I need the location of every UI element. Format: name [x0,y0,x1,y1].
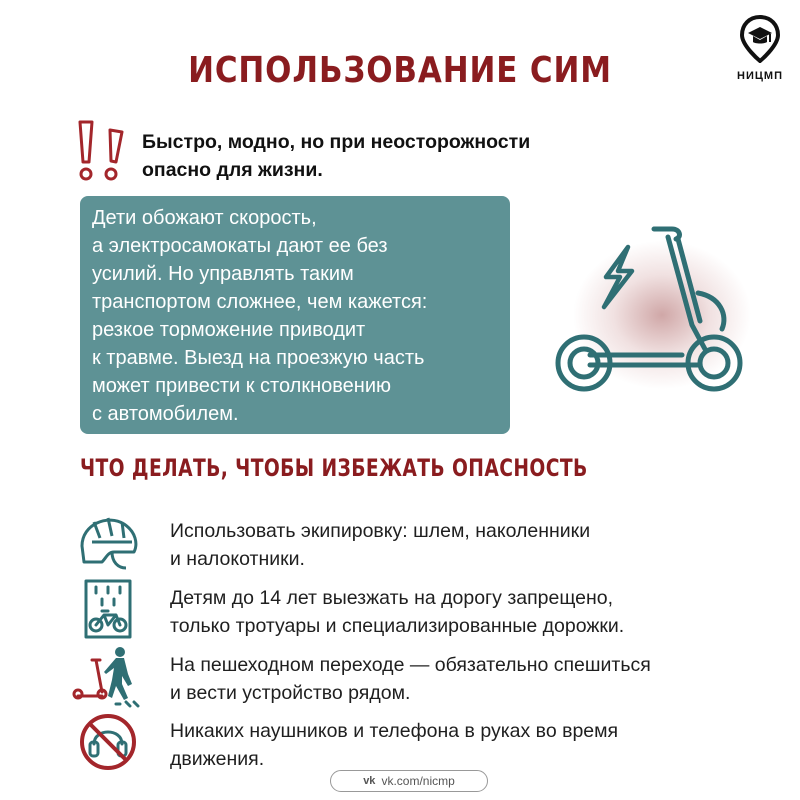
vk-icon: vk [363,775,376,787]
info-line: с автомобилем. [92,403,239,425]
electric-scooter-icon [550,215,750,395]
tip-line: Детям до 14 лет выезжать на дорогу запрещено, [170,587,614,609]
warning-text [142,128,662,184]
section-heading: ЧТО ДЕЛАТЬ, ЧТОБЫ ИЗБЕЖАТЬ ОПАСНОСТЬ [80,454,588,482]
helmet-icon [72,510,144,574]
info-line: к травме. Выезд на проезжую часть [92,347,425,369]
location-pin-icon [739,15,781,63]
tip-helmet [170,517,770,573]
info-line: Дети обожают скорость, [92,207,317,229]
bike-lane-icon [72,577,144,641]
warning-line-1: Быстро, модно, но при неосторожности [142,131,531,153]
warning-line-2: опасно для жизни. [142,159,323,181]
no-headphones-icon [72,710,144,774]
tip-no-headphones [170,717,770,773]
warning-exclamation-icon [74,118,128,186]
vk-link-text[interactable]: vk.com/nicmp [381,774,455,788]
tip-line: только тротуары и специализированные дорожки. [170,615,625,637]
tip-line: движения. [170,748,265,770]
tip-line: Никаких наушников и телефона в руках во время [170,720,619,742]
tip-pedestrian-crossing [170,651,770,707]
info-line: резкое торможение приводит [92,319,366,341]
tip-line: На пешеходном переходе — обязательно спешиться [170,654,651,676]
tip-line: Использовать экипировку: шлем, наколенники [170,520,591,542]
page-title: ИСПОЛЬЗОВАНИЕ СИМ [188,50,612,91]
info-text [92,204,512,428]
tip-bike-lane [170,584,770,640]
nicmp-logo [730,15,790,85]
logo-text: НИЦМП [737,70,783,82]
info-line: усилий. Но управлять таким [92,263,354,285]
tip-line: и налокотники. [170,548,305,570]
info-line: транспортом сложнее, чем кажется: [92,291,428,313]
pedestrian-crossing-icon [72,644,144,708]
vk-link[interactable] [330,770,488,792]
info-line: может привести к столкновению [92,375,391,397]
tip-line: и вести устройство рядом. [170,682,411,704]
info-line: а электросамокаты дают ее без [92,235,388,257]
